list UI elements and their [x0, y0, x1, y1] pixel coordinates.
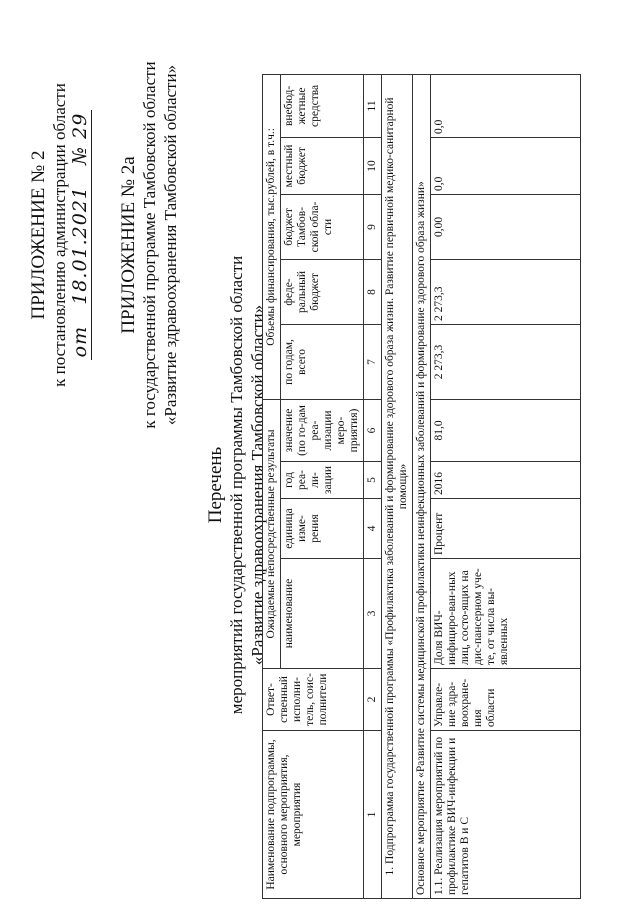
col-number: 1 [364, 731, 382, 899]
appendix-title: ПРИЛОЖЕНИЕ № 2 [28, 150, 49, 320]
appendix2-line2: «Развитие здравоохранения Тамбовской области» [161, 64, 180, 426]
row-unit: Процент [431, 499, 581, 559]
handwritten-number: № 29 [69, 112, 91, 165]
header-name: Наименование подпрограммы, основного мероприятия, мероприятия [263, 731, 364, 899]
header-year: год реа-ли-зации [281, 462, 364, 499]
header-results: Ожидаемые непосредственные результаты [263, 399, 281, 668]
date-prefix: от [69, 325, 91, 358]
row-value: 81,0 [431, 399, 581, 461]
row-local: 0,0 [431, 137, 581, 194]
header-fin-local: местный бюджет [281, 137, 364, 194]
appendix-decree-line: к постановлению администрации области [50, 83, 69, 387]
col-number: 9 [364, 194, 382, 259]
document-heading [205, 205, 268, 765]
col-number: 2 [364, 669, 382, 731]
appendix2-header [118, 15, 181, 475]
header-fin-total: по годам, всего [281, 324, 364, 399]
header-responsible: Ответ-ственный исполни-тель, соис-полнители [263, 669, 364, 731]
measures-table [262, 5, 581, 899]
header-unit: единица изме-рения [281, 499, 364, 559]
row-year: 2016 [431, 462, 581, 499]
heading-line1: мероприятий государственной программы Тамбовской области [227, 255, 246, 715]
col-number: 3 [364, 559, 382, 669]
row-regional: 0,00 [431, 194, 581, 259]
col-number: 7 [364, 324, 382, 399]
main-event-row: Основное мероприятие «Развитие системы медицинской профилактики неинфекционных заболеваний и формирование здорового образа жизни» [413, 74, 431, 898]
appendix2-line1: к государственной программе Тамбовской области [140, 61, 159, 429]
col-number: 6 [364, 399, 382, 461]
handwritten-date-number [70, 110, 92, 360]
header-result-name: наименование [281, 559, 364, 669]
header-value: значение (по го-дам реа-лизации меро-приятия) [281, 399, 364, 461]
row-responsible: Управле-ние здра-воохране-ния области [431, 669, 581, 731]
appendix2-title: ПРИЛОЖЕНИЕ № 2а [118, 156, 139, 334]
header-fin-extrabudget: внебюд-жетные средства [281, 74, 364, 137]
heading-line2: «Развитие здравоохранения Тамбовской области» [248, 304, 267, 666]
col-number: 5 [364, 462, 382, 499]
header-fin-federal: феде-ральный бюджет [281, 259, 364, 324]
subprogram-row: 1. Подпрограмма государственной программы «Профилактика заболеваний и формирование здорового образа жизни. Развитие первичной медико-санитарной помощи» [382, 74, 413, 898]
row-total: 2 273,3 [431, 324, 581, 399]
table-row [431, 5, 581, 898]
col-number: 10 [364, 137, 382, 194]
row-federal: 2 273,3 [431, 259, 581, 324]
header-fin-regional: бюджет Тамбов-ской обла-сти [281, 194, 364, 259]
row-result-name: Доля ВИЧ-инфициро-ван-ных лиц, состо-ящих на дис-пансерном уче-те, от числа вы-явленных [431, 559, 581, 669]
col-number: 4 [364, 499, 382, 559]
appendix-header [28, 35, 92, 435]
appendix-signature-line [70, 35, 92, 435]
col-number: 11 [364, 74, 382, 137]
row-measure-name: 1.1. Реализация мероприятий по профилактике ВИЧ-инфекции и гепатитов B и C [431, 731, 581, 899]
heading-word: Перечень [205, 446, 226, 524]
header-finance: Объемы финансирования, тыс.рублей, в т.ч.: [263, 74, 281, 399]
handwritten-date: 18.01.2021 [69, 185, 91, 305]
col-number: 8 [364, 259, 382, 324]
column-number-row [364, 5, 382, 898]
row-extrabudget: 0,0 [431, 74, 581, 137]
